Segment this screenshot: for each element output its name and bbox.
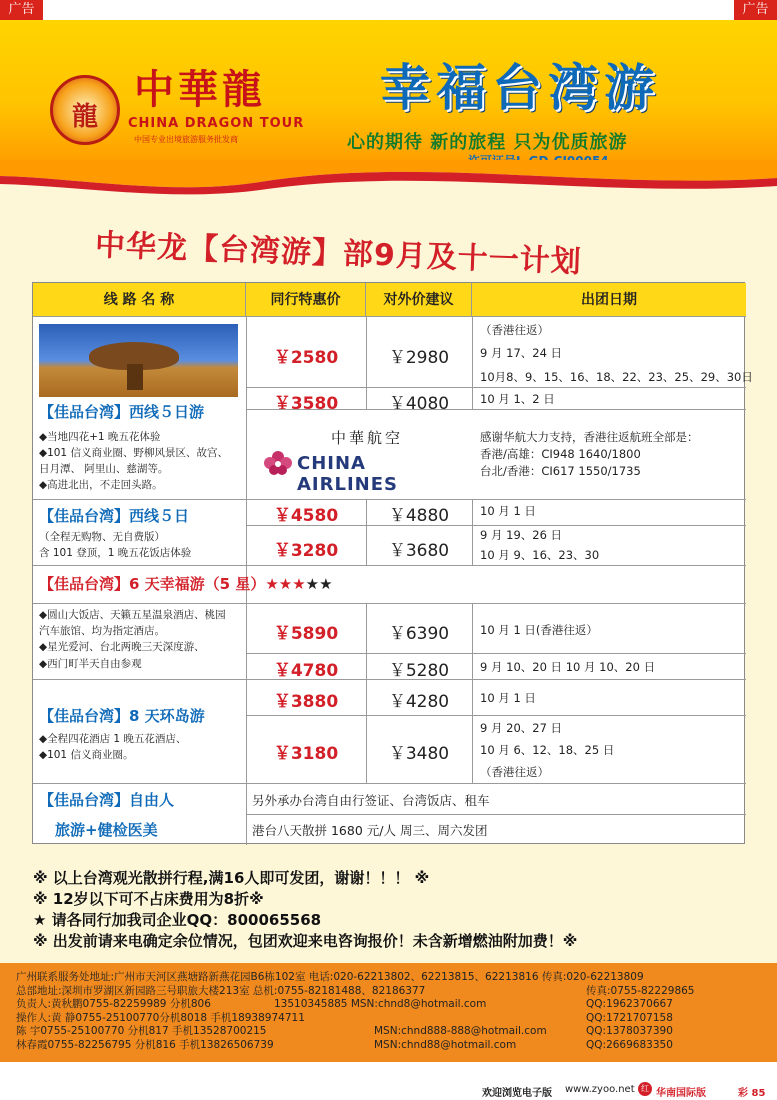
tour-dates: （香港往返） — [480, 323, 549, 337]
route-title: 【佳品台湾】6 天幸福游（5 星）★★★★★ — [39, 575, 333, 593]
retail-price: ￥4880 — [388, 506, 450, 526]
contact-line: 陈 宇0755-25100770 分机817 手机13528700215 — [16, 1025, 267, 1037]
page-title: 幸福台湾游 — [380, 59, 660, 117]
trade-price: ￥3180 — [273, 744, 339, 764]
tour-dates: （香港往返） — [480, 765, 549, 779]
route-detail: ◆圆山大饭店、天籁五星温泉酒店、桃园 — [39, 609, 226, 621]
contact-fax: 传真:0755-82229865 — [586, 984, 695, 997]
tour-dates: 10 月 6、12、18、25 日 — [480, 743, 615, 757]
dragon-logo-icon: 龍 — [50, 75, 120, 145]
retail-price: ￥5280 — [388, 661, 450, 681]
slogan: 心的期待 新的旅程 只为优质旅游 — [347, 132, 628, 153]
tour-dates: 9 月 17、24 日 — [480, 346, 563, 360]
contact-qq: QQ:2669683350 — [586, 1038, 673, 1051]
header-banner — [0, 20, 777, 170]
tour-table — [32, 282, 753, 844]
col-header-dates: 出团日期 — [472, 283, 746, 317]
airline-note: 香港/高雄：CI948 1640/1800 — [480, 447, 641, 461]
retail-price: ￥6390 — [388, 624, 450, 644]
brand-tagline: 中国专业出境旅游服务批发商 — [134, 135, 238, 144]
china-airlines-logo: 中華航空 CHINA AIRLINES — [253, 417, 469, 485]
tour-dates: 10 月 1 日 — [480, 504, 536, 518]
contact-qq: QQ:1721707158 — [586, 1011, 673, 1024]
route-title: 【佳品台湾】西线５日游 — [39, 403, 205, 421]
retail-price: ￥2980 — [388, 348, 450, 368]
edition-name: 华南国际版 — [656, 1088, 706, 1099]
contact-footer — [0, 963, 777, 1062]
trade-price: ￥4780 — [273, 661, 339, 681]
brand-name-en: CHINA DRAGON TOUR — [128, 116, 305, 131]
route-detail: 含 101 登顶，1 晚五花饭店体验 — [39, 547, 192, 559]
note-line: ※ 12岁以下可不占床费用为8折※ — [33, 890, 264, 908]
route-title: 旅游+健检医美 — [55, 821, 158, 839]
contact-qq: QQ:1962370667 — [586, 998, 673, 1010]
service-info: 港台八天散拼 1680 元/人 周三、周六发团 — [252, 823, 488, 838]
route-detail: （全程无购物、无自费版） — [39, 531, 165, 543]
contact-mobile: 13510345885 MSN:chnd8@hotmail.com — [274, 998, 487, 1010]
trade-price: ￥4580 — [273, 506, 339, 526]
retail-price: ￥4080 — [388, 394, 450, 414]
trade-price: ￥3580 — [273, 394, 339, 414]
route-detail: ◆西门町半天自由参观 — [39, 658, 142, 670]
contact-line: 林春霞0755-82256795 分机816 手机13826506739 — [16, 1038, 274, 1051]
bottom-bar — [0, 1080, 777, 1100]
col-header-retail-price: 对外价建议 — [366, 283, 472, 317]
tour-dates: 10月8、9、15、16、18、22、23、25、29、30日 — [480, 370, 753, 384]
route-detail: 日月潭、 阿里山、慈湖等。 — [39, 463, 169, 475]
welcome-text: 欢迎浏览电子版 — [482, 1088, 552, 1099]
page-number: 彩 85 — [738, 1088, 766, 1099]
route-title: 【佳品台湾】8 天环岛游 — [39, 707, 205, 725]
retail-price: ￥4280 — [388, 692, 450, 712]
airline-note: 感谢华航大力支持，香港往返航班全部是： — [480, 430, 699, 444]
note-line: ★ 请各同行加我司企业QQ：800065568 — [33, 911, 322, 929]
route-title: 【佳品台湾】自由人 — [39, 791, 175, 809]
contact-line: 负责人:黄秋鹏0755-82259989 分机806 — [16, 998, 211, 1010]
route-detail: ◆全程四花酒店 1 晚五花酒店、 — [39, 733, 187, 745]
notes-block — [33, 868, 577, 952]
plan-subtitle: 中华龙【台湾游】部9月及十一计划 — [94, 227, 583, 280]
ad-label-left: 广告 — [0, 0, 43, 20]
tour-dates: 9 月 20、27 日 — [480, 721, 563, 735]
site-link[interactable]: www.zyoo.net — [565, 1084, 635, 1095]
service-info: 另外承办台湾自由行签证、台湾饭店、租车 — [252, 793, 490, 808]
star-rating-icon: ★★ — [305, 575, 333, 593]
star-rating-icon: ★★★ — [265, 575, 306, 593]
plum-blossom-icon — [263, 449, 293, 475]
route-detail: ◆高进北出，不走回头路。 — [39, 479, 163, 491]
route-detail: ◆101 信义商业圈、野柳风景区、故宫、 — [39, 447, 228, 459]
retail-price: ￥3680 — [388, 541, 450, 561]
red-badge-icon: 红 — [638, 1082, 652, 1096]
tour-dates: 10 月 9、16、23、30 — [480, 548, 600, 562]
trade-price: ￥3280 — [273, 541, 339, 561]
tour-dates: 10 月 1 日 — [480, 691, 536, 705]
header-swoosh — [0, 160, 777, 200]
tour-dates: 9 月 19、26 日 — [480, 528, 563, 542]
contact-msn: MSN:chnd88@hotmail.com — [374, 1038, 517, 1051]
route-photo — [39, 324, 238, 397]
retail-price: ￥3480 — [388, 744, 450, 764]
tour-dates: 9 月 10、20 日 10 月 10、20 日 — [480, 660, 656, 674]
note-line: ※ 以上台湾观光散拼行程,满16人即可发团，谢谢！！！ ※ — [33, 869, 430, 887]
trade-price: ￥5890 — [273, 624, 339, 644]
ad-label-right: 广告 — [734, 0, 777, 20]
tour-dates: 10 月 1、2 日 — [480, 392, 555, 406]
trade-price: ￥2580 — [273, 348, 339, 368]
contact-line: 总部地址:深圳市罗湖区新园路三号职旅大楼213室 总机:0755-82181488、82186377 — [16, 984, 426, 997]
airline-note: 台北/香港：CI617 1550/1735 — [480, 464, 641, 478]
route-detail: 汽车旅馆、均为指定酒店。 — [39, 625, 165, 637]
note-line: ※ 出发前请来电确定余位情况，包团欢迎来电咨询报价！未含新增燃油附加费！※ — [33, 932, 578, 950]
tour-dates: 10 月 1 日(香港往返） — [480, 623, 598, 637]
route-detail: ◆101 信义商业圈。 — [39, 749, 134, 761]
col-header-trade-price: 同行特惠价 — [246, 283, 366, 317]
trade-price: ￥3880 — [273, 692, 339, 712]
route-detail: ◆当地四花+1 晚五花体验 — [39, 431, 161, 443]
col-header-route: 线 路 名 称 — [33, 283, 246, 317]
contact-qq: QQ:1378037390 — [586, 1025, 673, 1037]
contact-line: 操作人:黄 静0755-25100770分机8018 手机18938974711 — [16, 1011, 305, 1024]
contact-line: 广州联系服务处地址:广州市天河区燕塘路新燕花园B6栋102室 电话:020-62213802、62213815、62213816 传真:020-62213809 — [16, 971, 644, 983]
route-title: 【佳品台湾】西线５日 — [39, 507, 190, 525]
brand-name-cn: 中華龍 — [134, 66, 266, 113]
contact-msn: MSN:chnd888-888@hotmail.com — [374, 1025, 547, 1037]
route-detail: ◆星光爱河、台北两晚三天深度游、 — [39, 641, 205, 653]
